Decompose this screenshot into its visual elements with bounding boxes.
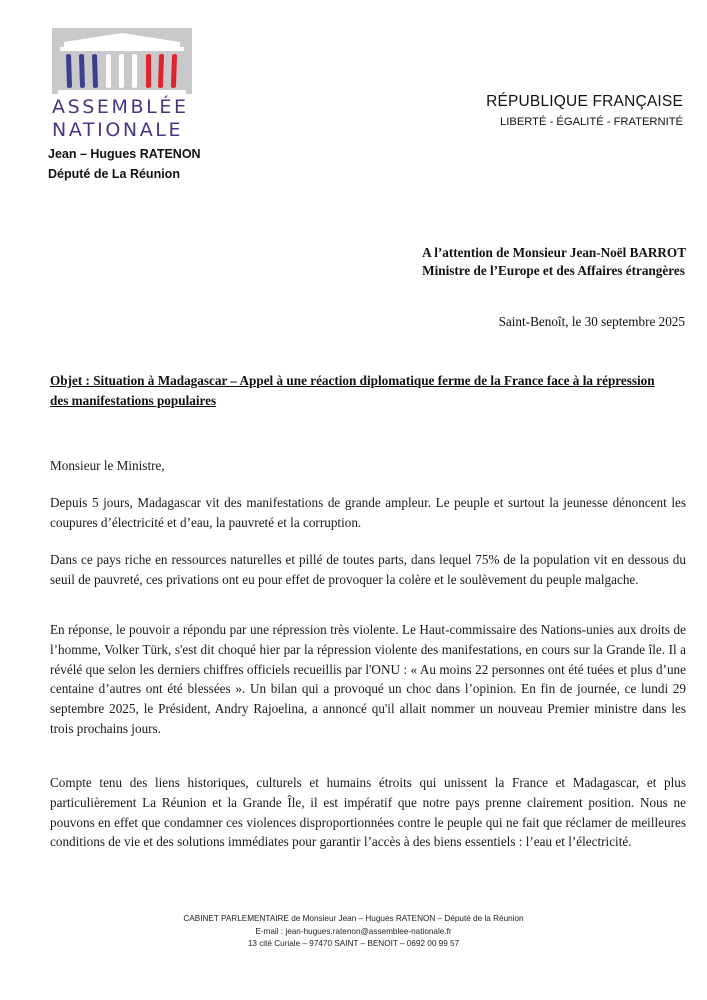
body-paragraph: Depuis 5 jours, Madagascar vit des manifestations de grande ampleur. Le peuple et surtout la jeunesse dénoncent les coupures d’électricité et d’eau, la pauvreté et la corruption. xyxy=(50,495,686,530)
footer-office-line: CABINET PARLEMENTAIRE de Monsieur Jean – Hugues RATENON – Député de la Réunion xyxy=(183,914,524,923)
recipient-line-2: Ministre de l’Europe et des Affaires étrangères xyxy=(422,263,685,278)
recipient-block xyxy=(422,244,686,280)
deputy-name: Jean – Hugues RATENON xyxy=(48,147,201,161)
parliament-building-icon xyxy=(52,28,192,94)
letter-subject: Objet : Situation à Madagascar – Appel à une réaction diplomatique ferme de la France face à la répression des manifestations populaires xyxy=(50,373,655,408)
footer-address-line: 13 cité Curiale – 97470 SAINT – BENOIT – 0692 00 99 57 xyxy=(247,939,460,948)
republic-motto: LIBERTÉ - ÉGALITÉ - FRATERNITÉ xyxy=(500,116,683,128)
body-paragraph: Dans ce pays riche en ressources naturelles et pillé de toutes parts, dans lequel 75% de la population vit en dessous du seuil de pauvreté, ces privations ont eu pour effet de provoquer la colère et le soulèvement du peuple malgache. xyxy=(50,552,686,587)
logo-line-1: ASSEMBLÉE xyxy=(52,96,189,118)
body-paragraph: Compte tenu des liens historiques, culturels et humains étroits qui unissent la France et Madagascar, et plus particulièrement La Réunion et la Grande Île, il est impératif que notre pays prenne clairement position. Nous ne pouvons en effet que condamner ces violences disproportionnées contre le peuple qui ne fait que réclamer de meilleures conditions de vie et des solutions immédiates pour garantir l’accès à des biens essentiels : l’eau et l’électricité. xyxy=(50,775,686,850)
recipient-line-1: A l’attention de Monsieur Jean-Noël BARROT xyxy=(422,245,686,260)
salutation: Monsieur le Ministre, xyxy=(50,458,165,473)
deputy-block xyxy=(48,144,201,184)
logo-line-2: NATIONALE xyxy=(52,119,184,141)
deputy-title: Député de La Réunion xyxy=(48,167,180,181)
republic-name: RÉPUBLIQUE FRANÇAISE xyxy=(486,93,683,110)
republic-block xyxy=(486,92,683,131)
assemblee-nationale-logo xyxy=(52,28,197,140)
letter-footer xyxy=(0,913,707,951)
body-paragraph: En réponse, le pouvoir a répondu par une répression très violente. Le Haut-commissaire des Nations-unies aux droits de l’homme, Volker Türk, s'est dit choqué hier par la répression violente des manifestations, en cours sur la Grande île. Il a révélé que selon les derniers chiffres officiels recueillis par l'ONU : « Au moins 22 personnes ont été tuées et plus d’une centaine d’autres ont été blessées ». Un bilan qui a provoqué un choc dans l’opinion. En fin de journée, ce lundi 29 septembre 2025, le Président, Andry Rajoelina, a annoncé qu'il allait nommer un nouveau Premier ministre dans les trois prochains jours. xyxy=(50,622,686,736)
footer-email-line: E-mail : jean-hugues.ratenon@assemblee-nationale.fr xyxy=(255,926,452,936)
letter-date: Saint-Benoît, le 30 septembre 2025 xyxy=(498,314,685,329)
